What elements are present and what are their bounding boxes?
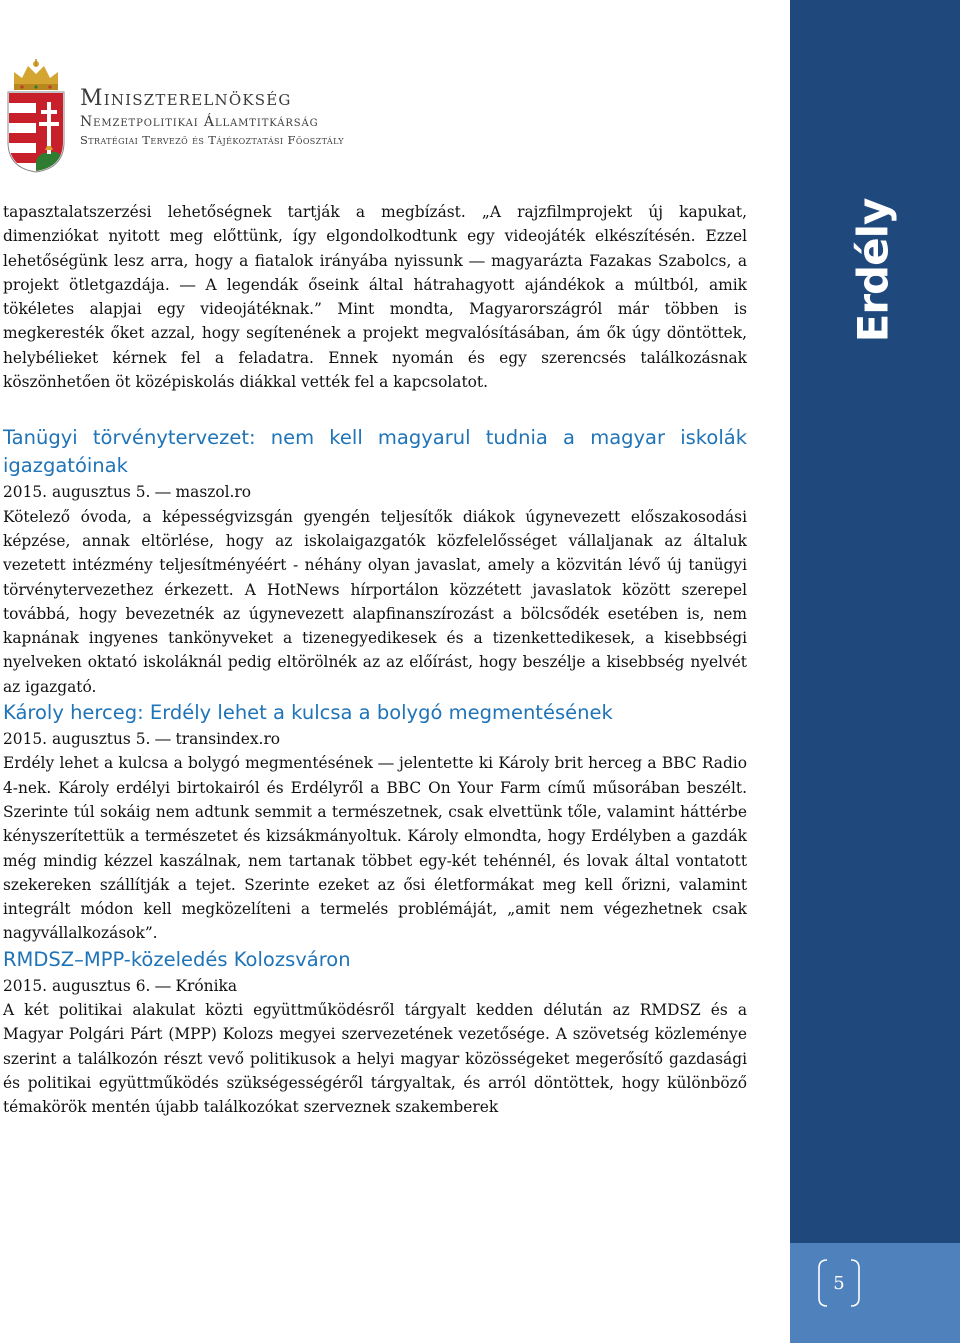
intro-paragraph: tapasztalatszerzési lehetőségnek tartják a megbízást. „A rajzfilmprojekt új kapukat, dimenziókat nyitott meg előttünk, így elgondolkodtunk egy videojáték elkészítésén. Ezzel lehetőségünk lesz arra, hogy a fiatalok irányába nyissunk ― magyarázta Fazakas Szabolcs, a projekt ötletgazdája. ― A legendák őseink által hátrahagyott ajándékok a múltból, amik tökéletes alapjai egy videojátéknak.” Mint mondta, Magyarországról már többen is megkeresték őket azzal, hogy segítenének a projekt megvalósításában, ám ők úgy döntöttek, helybélieket kérnek fel a feladatra. Ennek nyomán és egy szerencsés találkozásnak köszönhetően öt középiskolás diákkal vették fel a kapcsolatot.: [3, 203, 747, 392]
article: [3, 946, 747, 1120]
article-byline: 2015. augusztus 6. ― Krónika: [3, 976, 238, 995]
sidebar-band: [790, 0, 960, 1243]
article: [3, 699, 747, 946]
page-number: 5: [833, 1272, 845, 1294]
organization-name-block: [80, 86, 344, 148]
page-number-badge: [815, 1258, 863, 1308]
article-body: Erdély lehet a kulcsa a bolygó megmentésének ― jelentette ki Károly brit herceg a BBC Radio 4-nek. Károly erdélyi birtokairól és Erdélyről a BBC On Your Farm című műsorában beszélt. Szerinte túl sokáig nem adtunk semmit a természetnek, csak elvettünk tőle, valamint háttérbe kényszerítettük a természetet és kizsákmányoltuk. Károly elmondta, hogy Erdélyben a gazdák még mindig kézzel kaszálnak, nem tartanak többet egy-két tehénnél, és lovak által vontatott szekereken szállítják a tejet. Szerinte ezeket az ősi életformákat meg kell őrizni, valamint integrált módon kell megközelíteni a termelés problémáját, „amit nem végezhetnek csak nagyvállalkozások”.: [3, 754, 747, 943]
article-title: RMDSZ–MPP-közeledés Kolozsváron: [3, 947, 351, 971]
article-body: Kötelező óvoda, a képességvizsgán gyengén teljesítők diákok úgynevezett előszakosodási képzése, annak eltörlése, hogy az iskolaigazgatók közfelelősséget vállaljanak az általuk vezetett intézmény teljesítményéért - néhány olyan javaslat, amely a közvitán lévő új tanügyi törvénytervezethez érkezett. A HotNews hírportálon közzétett javaslatok között szerepel továbbá, hogy bevezetnék az úgynevezett alapfinanszírozást a bölcsődék esetében is, nem kapnának ingyenes tankönyveket a tizenegyedikesek és a tizenkettedikesek, a kisebbségi nyelveken oktató iskoláknál pedig eltörölnék az az előírást, hogy beszélje a kisebbség nyelvét az igazgató.: [3, 507, 747, 696]
article-byline: 2015. augusztus 5. ― transindex.ro: [3, 730, 281, 749]
org-department: Stratégiai Tervező és Tájékoztatási Főosztály: [80, 133, 344, 147]
article: [3, 424, 747, 699]
article-body: A két politikai alakulat közti együttműködésről tárgyalt kedden délután az RMDSZ és a Magyar Polgári Párt (MPP) Kolozs megyei szervezetének vezetősége. A szövetség közleménye szerint a találkozón részt vevő politikusok a helyi magyar közösségeket megerősítő gazdasági és politikai együttműködés szükségességéről tárgyaltak, és arról döntöttek, hogy különböző témakörök mentén újabb találkozókat szerveznek szakemberek: [3, 1001, 747, 1117]
main-content: [3, 200, 747, 1120]
coat-of-arms-icon: [6, 58, 66, 174]
article-title: Károly herceg: Erdély lehet a kulcsa a bolygó megmentésének: [3, 701, 613, 725]
article-title: Tanügyi törvénytervezet: nem kell magyarul tudnia a magyar iskolák igazgatóinak: [3, 426, 747, 478]
org-title: Miniszterelnökség: [80, 86, 292, 111]
section-label: Erdély: [848, 198, 898, 342]
org-subtitle: Nemzetpolitikai Államtitkárság: [80, 114, 319, 130]
article-byline: 2015. augusztus 5. ― maszol.ro: [3, 483, 252, 502]
